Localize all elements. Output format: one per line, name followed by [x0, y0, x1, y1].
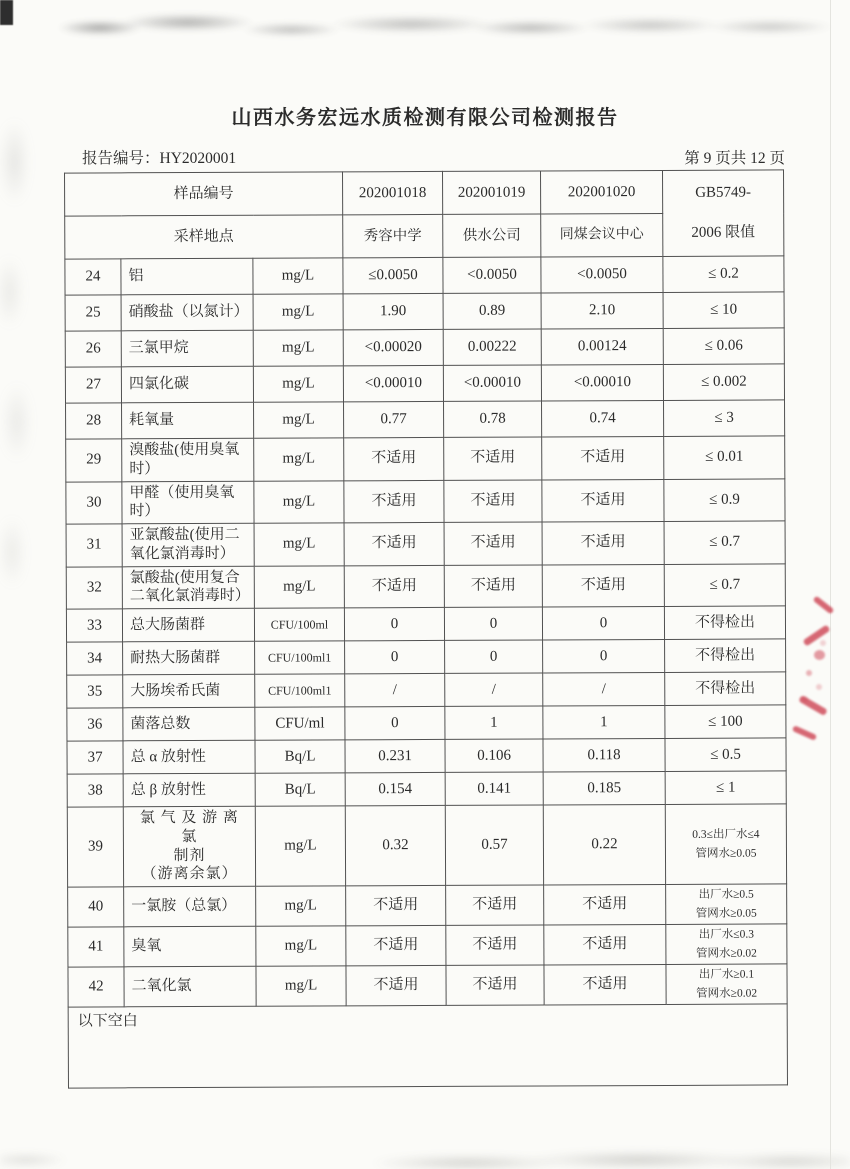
unit-cell: mg/L: [254, 402, 344, 438]
limit-cell: ≤ 10: [663, 292, 784, 329]
value-cell-2: 不适用: [444, 522, 542, 565]
table-row: [68, 924, 787, 967]
value-cell-3: 不适用: [542, 436, 664, 479]
limit-cell: ≤ 0.01: [664, 436, 785, 479]
limit-cell: ≤ 0.9: [664, 478, 785, 521]
value-cell-1: 不适用: [344, 437, 444, 480]
parameter-name-cell: 耗氧量: [122, 402, 254, 439]
unit-cell: mg/L: [253, 366, 343, 402]
scan-smudge-left: [0, 110, 48, 630]
value-cell-3: 1: [543, 705, 665, 739]
red-stamp-fragment: [792, 598, 844, 773]
table-row: [66, 400, 785, 439]
row-number-cell: 37: [67, 741, 123, 774]
value-cell-3: 不适用: [542, 479, 664, 522]
value-cell-1: 0.231: [345, 739, 445, 772]
sample-id-cell-3: 202001020: [541, 170, 663, 214]
location-cell-2: 供水公司: [443, 214, 541, 257]
unit-cell: mg/L: [253, 330, 343, 366]
sample-id-cell-1: 202001018: [343, 171, 443, 214]
sample-id-header-cell: 样品编号: [65, 172, 343, 216]
table-row: [65, 292, 784, 331]
footer-note-cell: 以下空白: [68, 1004, 787, 1088]
value-cell-1: 不适用: [346, 965, 446, 1005]
value-cell-3: 不适用: [544, 884, 666, 925]
unit-cell: CFU/100ml1: [255, 641, 345, 674]
limit-cell: ≤ 3: [664, 400, 785, 437]
location-cell-1: 秀容中学: [343, 214, 443, 257]
value-cell-1: 0: [344, 607, 444, 640]
table-row: [66, 563, 785, 609]
value-cell-2: 0.106: [445, 739, 543, 772]
limit-header-line2: 2006 限值: [691, 224, 756, 241]
table-row: [66, 521, 785, 567]
limit-cell: 出厂水≥0.5 管网水≥0.05: [666, 884, 787, 925]
value-cell-2: 不适用: [444, 479, 542, 522]
footer-row: [68, 1004, 787, 1088]
value-cell-1: 0.77: [344, 401, 444, 437]
table-row: [66, 436, 785, 482]
unit-cell: mg/L: [256, 886, 346, 926]
value-cell-3: 不适用: [544, 964, 666, 1005]
paper-edge-line: [830, 0, 831, 1169]
unit-cell: mg/L: [253, 258, 343, 294]
table-row: [67, 639, 786, 675]
unit-cell: CFU/100ml1: [255, 674, 345, 707]
parameter-name-cell: 大肠埃希氏菌: [123, 674, 255, 708]
parameter-name-cell: 铝: [121, 258, 253, 295]
row-number-cell: 30: [66, 481, 122, 524]
value-cell-3: <0.0050: [541, 256, 663, 293]
results-footer: [68, 1004, 787, 1088]
table-row: [67, 672, 786, 708]
limit-cell: ≤ 0.06: [663, 328, 784, 365]
value-cell-1: 不适用: [344, 480, 444, 523]
page-indicator: 第 9 页共 12 页: [684, 150, 785, 167]
value-cell-2: /: [445, 673, 543, 706]
value-cell-1: <0.00020: [343, 329, 443, 365]
parameter-name-cell: 四氯化碳: [121, 366, 253, 403]
value-cell-3: <0.00010: [541, 364, 663, 401]
value-cell-3: /: [543, 672, 665, 706]
limit-cell: ≤ 100: [665, 705, 786, 739]
sample-id-cell-2: 202001019: [443, 171, 541, 214]
table-row: [68, 964, 787, 1007]
value-cell-2: <0.0050: [443, 257, 541, 293]
parameter-name-cell: 臭氧: [124, 926, 256, 967]
report-meta-line: [82, 146, 785, 168]
unit-cell: CFU/ml: [255, 707, 345, 740]
unit-cell: CFU/100ml: [254, 608, 344, 641]
unit-cell: mg/L: [256, 926, 346, 966]
results-table: [64, 169, 788, 1088]
parameter-name-cell: 总 β 放射性: [123, 773, 255, 807]
unit-cell: mg/L: [254, 438, 344, 481]
unit-cell: Bq/L: [255, 773, 345, 806]
parameter-name-cell: 二氧化氯: [124, 966, 256, 1007]
unit-cell: mg/L: [256, 966, 346, 1006]
parameter-name-cell: 三氯甲烷: [121, 330, 253, 367]
table-row: [66, 478, 785, 524]
row-number-cell: 31: [66, 524, 122, 567]
results-tbody: [65, 256, 787, 1007]
parameter-name-cell: 一氯胺（总氯）: [124, 886, 256, 927]
value-cell-2: 不适用: [444, 564, 542, 607]
value-cell-3: 0: [543, 639, 665, 673]
unit-cell: mg/L: [254, 523, 344, 566]
value-cell-2: 0.141: [445, 772, 543, 805]
results-table-wrapper: [64, 169, 788, 1088]
value-cell-2: 不适用: [444, 437, 542, 480]
row-number-cell: 40: [68, 887, 124, 927]
row-number-cell: 29: [66, 439, 122, 482]
limit-cell: 出厂水≤0.3 管网水≥0.02: [666, 924, 787, 965]
location-cell-3: 同煤会议中心: [541, 213, 663, 257]
row-number-cell: 28: [66, 403, 122, 439]
value-cell-1: 不适用: [344, 522, 444, 565]
row-number-cell: 36: [67, 708, 123, 741]
parameter-name-cell: 菌落总数: [123, 707, 255, 741]
value-cell-2: <0.00010: [443, 365, 541, 401]
unit-cell: Bq/L: [255, 740, 345, 773]
location-header-cell: 采样地点: [65, 215, 343, 259]
row-number-cell: 25: [65, 295, 121, 331]
value-cell-2: 0: [444, 607, 542, 640]
limit-cell: 0.3≤出厂水≤4 管网水≥0.05: [665, 804, 786, 885]
table-row: [67, 738, 786, 774]
scan-corner-mark: [0, 0, 13, 25]
parameter-name-cell: 溴酸盐(使用臭氧时）: [122, 438, 254, 481]
parameter-name-cell: 氯 气 及 游 离 氯 制剂 （游离余氯）: [123, 806, 255, 887]
value-cell-1: /: [345, 673, 445, 706]
limit-header-line1: GB5749-: [695, 184, 752, 201]
parameter-name-cell: 氯酸盐(使用复合二氧化氯消毒时）: [122, 566, 254, 609]
parameter-name-cell: 总大肠菌群: [122, 608, 254, 642]
limit-cell: 不得检出: [664, 606, 785, 640]
value-cell-3: 不适用: [544, 924, 666, 965]
limit-cell: ≤ 1: [665, 771, 786, 805]
limit-cell: ≤ 0.5: [665, 738, 786, 772]
value-cell-1: <0.00010: [343, 365, 443, 401]
table-row: [68, 884, 787, 927]
limit-cell: ≤ 0.2: [663, 256, 784, 293]
unit-cell: mg/L: [254, 565, 344, 608]
value-cell-3: 0: [542, 606, 664, 640]
table-row: [65, 256, 784, 295]
table-row: [67, 705, 786, 741]
row-number-cell: 41: [68, 927, 124, 967]
row-number-cell: 33: [66, 609, 122, 642]
table-row: [67, 771, 786, 807]
value-cell-2: 0: [445, 640, 543, 673]
table-row: [66, 606, 785, 642]
value-cell-3: 0.22: [543, 804, 665, 885]
results-header: [65, 170, 784, 259]
value-cell-1: 0: [345, 640, 445, 673]
parameter-name-cell: 甲醛（使用臭氧时）: [122, 481, 254, 524]
row-number-cell: 24: [65, 259, 121, 295]
parameter-name-cell: 耐热大肠菌群: [123, 641, 255, 675]
value-cell-3: 2.10: [541, 292, 663, 329]
value-cell-1: 0.154: [345, 772, 445, 805]
value-cell-3: 不适用: [542, 564, 664, 607]
limit-cell: ≤ 0.7: [664, 521, 785, 564]
limit-cell: ≤ 0.7: [664, 563, 785, 606]
row-number-cell: 34: [67, 642, 123, 675]
value-cell-2: 0.57: [445, 805, 543, 885]
parameter-name-cell: 亚氯酸盐(使用二氧化氯消毒时）: [122, 523, 254, 566]
limit-cell: 不得检出: [665, 672, 786, 706]
report-number-label: 报告编号：: [82, 150, 160, 167]
value-cell-2: 不适用: [446, 925, 544, 965]
value-cell-1: ≤0.0050: [343, 257, 443, 293]
limit-cell: ≤ 0.002: [663, 364, 784, 401]
value-cell-2: 0.78: [444, 401, 542, 437]
row-number-cell: 27: [65, 367, 121, 403]
value-cell-1: 不适用: [344, 565, 444, 608]
parameter-name-cell: 总 α 放射性: [123, 740, 255, 774]
value-cell-1: 不适用: [346, 885, 446, 925]
limit-cell: 出厂水≥0.1 管网水≥0.02: [666, 964, 787, 1005]
value-cell-3: 0.74: [542, 400, 664, 437]
unit-cell: mg/L: [255, 806, 345, 886]
unit-cell: mg/L: [254, 480, 344, 523]
value-cell-2: 0.89: [443, 293, 541, 329]
table-row: [65, 364, 784, 403]
limit-cell: 不得检出: [665, 639, 786, 673]
parameter-name-cell: 硝酸盐（以氮计）: [121, 294, 253, 331]
value-cell-3: 不适用: [542, 521, 664, 564]
value-cell-2: 不适用: [446, 965, 544, 1005]
table-row: [67, 804, 786, 887]
value-cell-3: 0.118: [543, 738, 665, 772]
value-cell-1: 0: [345, 706, 445, 739]
value-cell-3: 0.00124: [541, 328, 663, 365]
unit-cell: mg/L: [253, 294, 343, 330]
value-cell-2: 0.00222: [443, 329, 541, 365]
page-title: 山西水务宏远水质检测有限公司检测报告: [231, 107, 619, 129]
row-number-cell: 32: [66, 566, 122, 609]
row-number-cell: 38: [67, 774, 123, 807]
value-cell-1: 1.90: [343, 293, 443, 329]
row-number-cell: 35: [67, 675, 123, 708]
value-cell-3: 0.185: [543, 771, 665, 805]
row-number-cell: 39: [67, 807, 123, 887]
row-number-cell: 42: [68, 967, 124, 1007]
scan-smudge-bottom: [0, 1139, 850, 1169]
limit-header-cell: [663, 170, 784, 257]
value-cell-2: 不适用: [446, 885, 544, 925]
table-row: [65, 328, 784, 367]
header-row-sample-id: [65, 170, 784, 216]
value-cell-2: 1: [445, 706, 543, 739]
row-number-cell: 26: [65, 331, 121, 367]
report-number: [82, 146, 236, 168]
report-number-value: HY2020001: [159, 150, 237, 167]
value-cell-1: 0.32: [345, 805, 445, 885]
value-cell-1: 不适用: [346, 925, 446, 965]
scan-smudge-top: [52, 8, 850, 44]
